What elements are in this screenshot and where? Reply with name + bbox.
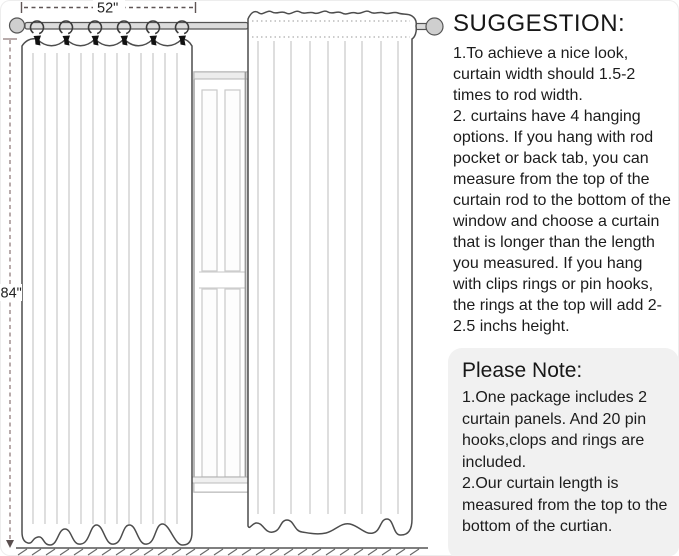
- left-curtain-outline: [22, 39, 192, 545]
- please-note-box: [448, 348, 679, 556]
- window-sill-bottom: [194, 483, 249, 492]
- window-pane: [225, 289, 240, 477]
- rod-bar: [25, 23, 248, 30]
- rod-width-measure: [22, 0, 196, 17]
- floor: [16, 548, 428, 555]
- curtain-clips: [34, 36, 187, 46]
- note-item-2: 2.Our curtain length is measured from the top to the bottom of the curtian.: [462, 475, 668, 535]
- window-pane: [202, 289, 217, 477]
- right-curtain-panel: [248, 11, 416, 535]
- left-curtain-panel: [22, 39, 192, 545]
- curtain-length-label: 84": [0, 285, 22, 302]
- floor-hatching: [18, 549, 419, 555]
- suggestion-title: SUGGESTION:: [453, 10, 626, 37]
- suggestion-item-2: 2. curtains have 4 hanging options. If you hang with rod pocket or back tab, you can measure from the top of the curtain rod to the bottom of the window and choose a curtain that is longer than the length you measured. If you hang with clips rings or pin hooks, the rings at the top will add 2-2.5 inchs height.: [453, 108, 671, 335]
- window: [191, 72, 250, 492]
- please-note-title: Please Note:: [462, 359, 583, 382]
- window-pane: [202, 90, 217, 271]
- curtain-length-measure: [0, 39, 22, 548]
- rod-width-label: 52": [97, 0, 119, 17]
- suggestion-section: [453, 10, 671, 337]
- length-measure-bottom-arrow: [6, 540, 14, 548]
- rod-finial-left: [10, 18, 25, 33]
- rod-finial-right: [426, 18, 443, 35]
- window-pane: [225, 90, 240, 271]
- window-sill-top: [191, 477, 250, 483]
- note-item-1: 1.One package includes 2 curtain panels. And 20 pin hooks,clops and rings are included.: [462, 389, 648, 471]
- right-curtain-outline: [248, 11, 416, 535]
- window-top-rail: [194, 72, 248, 79]
- suggestion-item-1: 1.To achieve a nice look, curtain width should 1.5-2 times to rod width.: [453, 45, 636, 104]
